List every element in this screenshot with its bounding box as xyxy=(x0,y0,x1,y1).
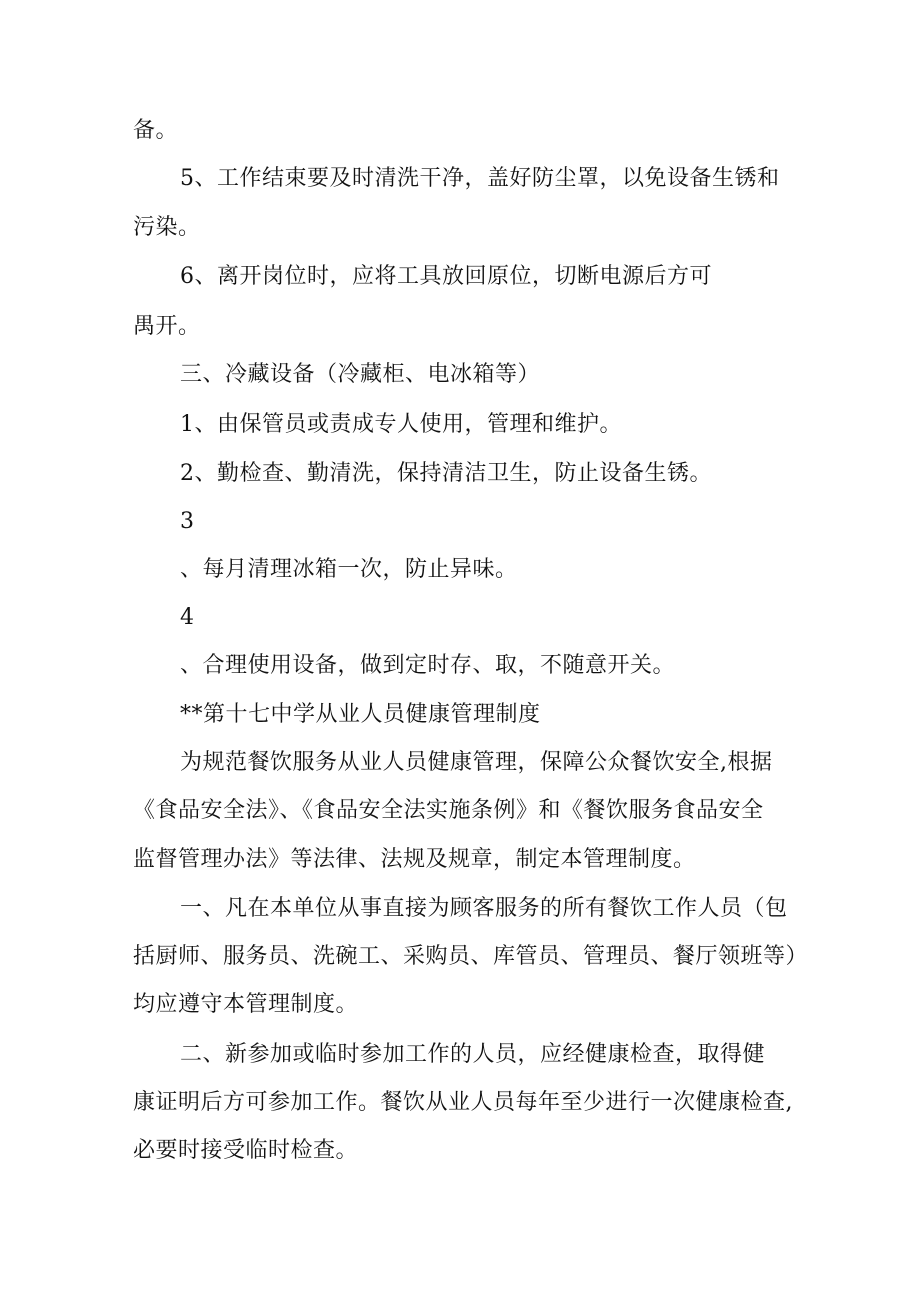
text-line: 5、工作结束要及时清洗干净，盖好防尘罩，以免设备生锈和 xyxy=(180,166,780,191)
text-line: 康证明后方可参加工作。餐饮从业人员每年至少进行一次健康检查, xyxy=(133,1090,793,1115)
text-line: 均应遵守本管理制度。 xyxy=(133,992,359,1017)
text-line: 6、离开岗位时，应将工具放回原位，切断电源后方可 xyxy=(180,264,712,289)
text-line: 1、由保管员或责成专人使用，管理和维护。 xyxy=(180,412,622,437)
text-line: 禺开。 xyxy=(133,314,201,339)
document-title: **第十七中学从业人员健康管理制度 xyxy=(180,702,541,727)
text-line: 必要时接受临时检查。 xyxy=(133,1138,359,1163)
section-heading: 三、冷藏设备（冷藏柜、电冰箱等） xyxy=(180,362,541,387)
text-line: 3 xyxy=(180,509,195,534)
text-line: 括厨师、服务员、洗碗工、采购员、库管员、管理员、餐厅领班等） xyxy=(133,944,809,969)
text-line: 2、勤检查、勤清洗，保持清洁卫生，防止设备生锈。 xyxy=(180,461,712,486)
text-line: 备。 xyxy=(133,118,179,143)
text-line: 、合理使用设备，做到定时存、取，不随意开关。 xyxy=(180,653,676,678)
text-line: 二、新参加或临时参加工作的人员，应经健康检查，取得健 xyxy=(180,1042,766,1067)
text-line: 为规范餐饮服务从业人员健康管理，保障公众餐饮安全,根据 xyxy=(180,750,773,775)
text-line: 、每月清理冰箱一次，防止异味。 xyxy=(180,557,518,582)
text-line: 《食品安全法》、《食品安全法实施条例》和《餐饮服务食品安全 xyxy=(133,798,764,823)
text-line: 监督管理办法》等法律、法规及规章，制定本管理制度。 xyxy=(133,847,696,872)
text-line: 4 xyxy=(180,605,195,630)
text-line: 一、凡在本单位从事直接为顾客服务的所有餐饮工作人员（包 xyxy=(180,896,788,921)
text-line: 污染。 xyxy=(133,215,201,240)
